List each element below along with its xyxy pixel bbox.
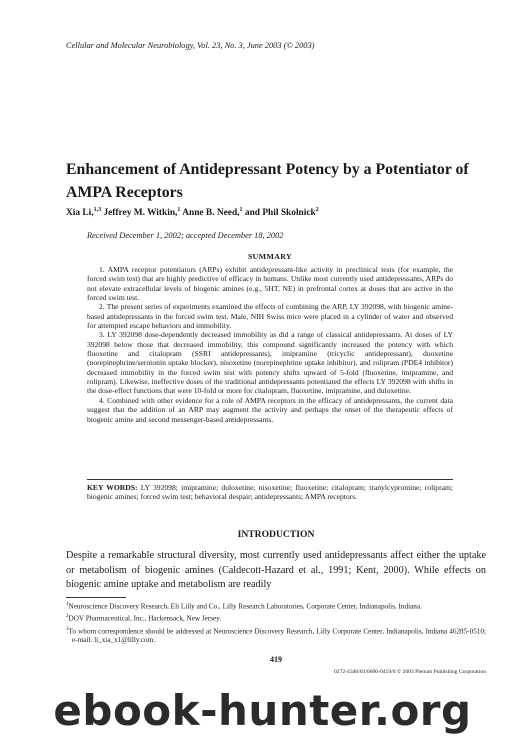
summary-paragraph: 1. AMPA receptor potentiators (ARPs) exhibit antidepressant-like activity in preclinical tests (for example, the forced swim test) that are highly predictive of efficacy in humans. Unlike most currently used antidepressants, ARPs do not elevate extracellular levels of biogenic amines (e.g., 5HT, NE) in prefrontal cortex at doses that are active in the forced swim test.: [87, 265, 453, 303]
copyright-line: 0272-4340/03/0600-0419/0 © 2003 Plenum Publishing Corporation: [333, 669, 486, 675]
summary-heading: SUMMARY: [247, 252, 293, 261]
article-title: Enhancement of Antidepressant Potency by a Potentiator of AMPA Receptors: [66, 161, 469, 201]
author-name: Xia Li,: [66, 208, 94, 219]
footnote-text: Neuroscience Discovery Research, Eli Lilly and Co., Lilly Research Laboratories, Corporate Center, Indianapolis, Indiana.: [68, 602, 422, 611]
introduction-heading: INTRODUCTION: [237, 529, 315, 540]
author-list: [66, 207, 486, 218]
footnote-divider: [66, 597, 126, 598]
author-name: and Phil Skolnick: [244, 208, 316, 219]
footnote-text: DOV Pharmaceutical, Inc., Hackensack, New Jersey.: [68, 614, 222, 623]
keywords-text: LY 392098; imipramine; duloxetine; nisoxetine; fluoxetine; citalopram; tranylcypromine; rolipram; biogenic amines; forced swim test; behavioral despair; antidepressants; AMPA receptors.: [87, 483, 454, 502]
footnotes: [66, 600, 486, 646]
author-affiliation-mark: 1: [177, 207, 181, 213]
author-affiliation-mark: 1: [239, 207, 243, 213]
page-number: 419: [270, 655, 282, 664]
footnote: [66, 625, 486, 645]
keywords-label: KEY WORDS:: [87, 483, 138, 492]
footnote: [66, 612, 486, 623]
footnote: [66, 600, 486, 611]
footnote-text: To whom correspondence should be addressed at Neuroscience Discovery Research, Lilly Corporate Center, Indianapolis, Indiana 46285-0510; e-mail: li_xia_x1@lilly.com.: [68, 627, 486, 645]
summary-section: [87, 265, 453, 424]
footnote-mark: 3: [66, 626, 69, 632]
summary-paragraph: 4. Combined with other evidence for a role of AMPA receptors in the efficacy of antidepressants, the current data suggest that the addition of an ARP may augment the activity and perhaps the onset of the therapeutic effects of biogenic amine and second messenger-based antidepressants.: [87, 395, 453, 424]
watermark: ebook-hunter.org: [53, 686, 472, 735]
keywords-block: [87, 479, 453, 502]
introduction-text: Despite a remarkable structural diversity, most currently used antidepressants affect either the uptake or metabolism of biogenic amines (Caldecott-Hazard et al., 1991; Kent, 2000). While effects on biogenic amine uptake and metabolism are readily: [66, 550, 486, 591]
summary-paragraph: 2. The present series of experiments examined the effects of combining the ARP, LY 392098, with biogenic amine-based antidepressants in the forced swim test. Male, NIH Swiss mice were placed in a cylinder of water and observed for attempted escape behaviors and immobility.: [87, 302, 453, 331]
footnote-mark: 2: [66, 614, 69, 620]
summary-paragraph: 3. LY 392098 dose-dependently decreased immobility as did a range of classical antidepressants. At doses of LY 392098 below those that decreased immobility, this compound significantly increased the potency with which fluoxetine and citalopram (SSRI antidepressants), imipramine (tricyclic antidepressant), duoxetine (norepinephrine/serotonin uptake blocker), nisoxetine (norepinephrine uptake inhibitor), and rolipram (PDE4 inhibitor) decreased immobility in the forced swim test with potency shifts upward of 5-fold (fluoxetine, imipramine, and rolipram). Likewise, ineffective doses of the traditional antidepressants potentiated the effects LY 392098 with shifts in the dose-effect functions that were 10-fold or more for citalopram, fluoxetine, imipramine, and duloxetine.: [87, 330, 453, 396]
footnote-mark: 1: [66, 602, 69, 607]
received-dates: Received December 1, 2002; accepted December 18, 2002: [87, 231, 284, 240]
author-affiliation-mark: 1,3: [93, 207, 102, 213]
journal-header: Cellular and Molecular Neurobiology, Vol. 23, No. 3, June 2003 (© 2003): [66, 41, 315, 50]
author-name: Jeffrey M. Witkin,: [103, 208, 178, 219]
author-affiliation-mark: 2: [315, 207, 319, 213]
author-name: Anne B. Need,: [182, 208, 240, 219]
